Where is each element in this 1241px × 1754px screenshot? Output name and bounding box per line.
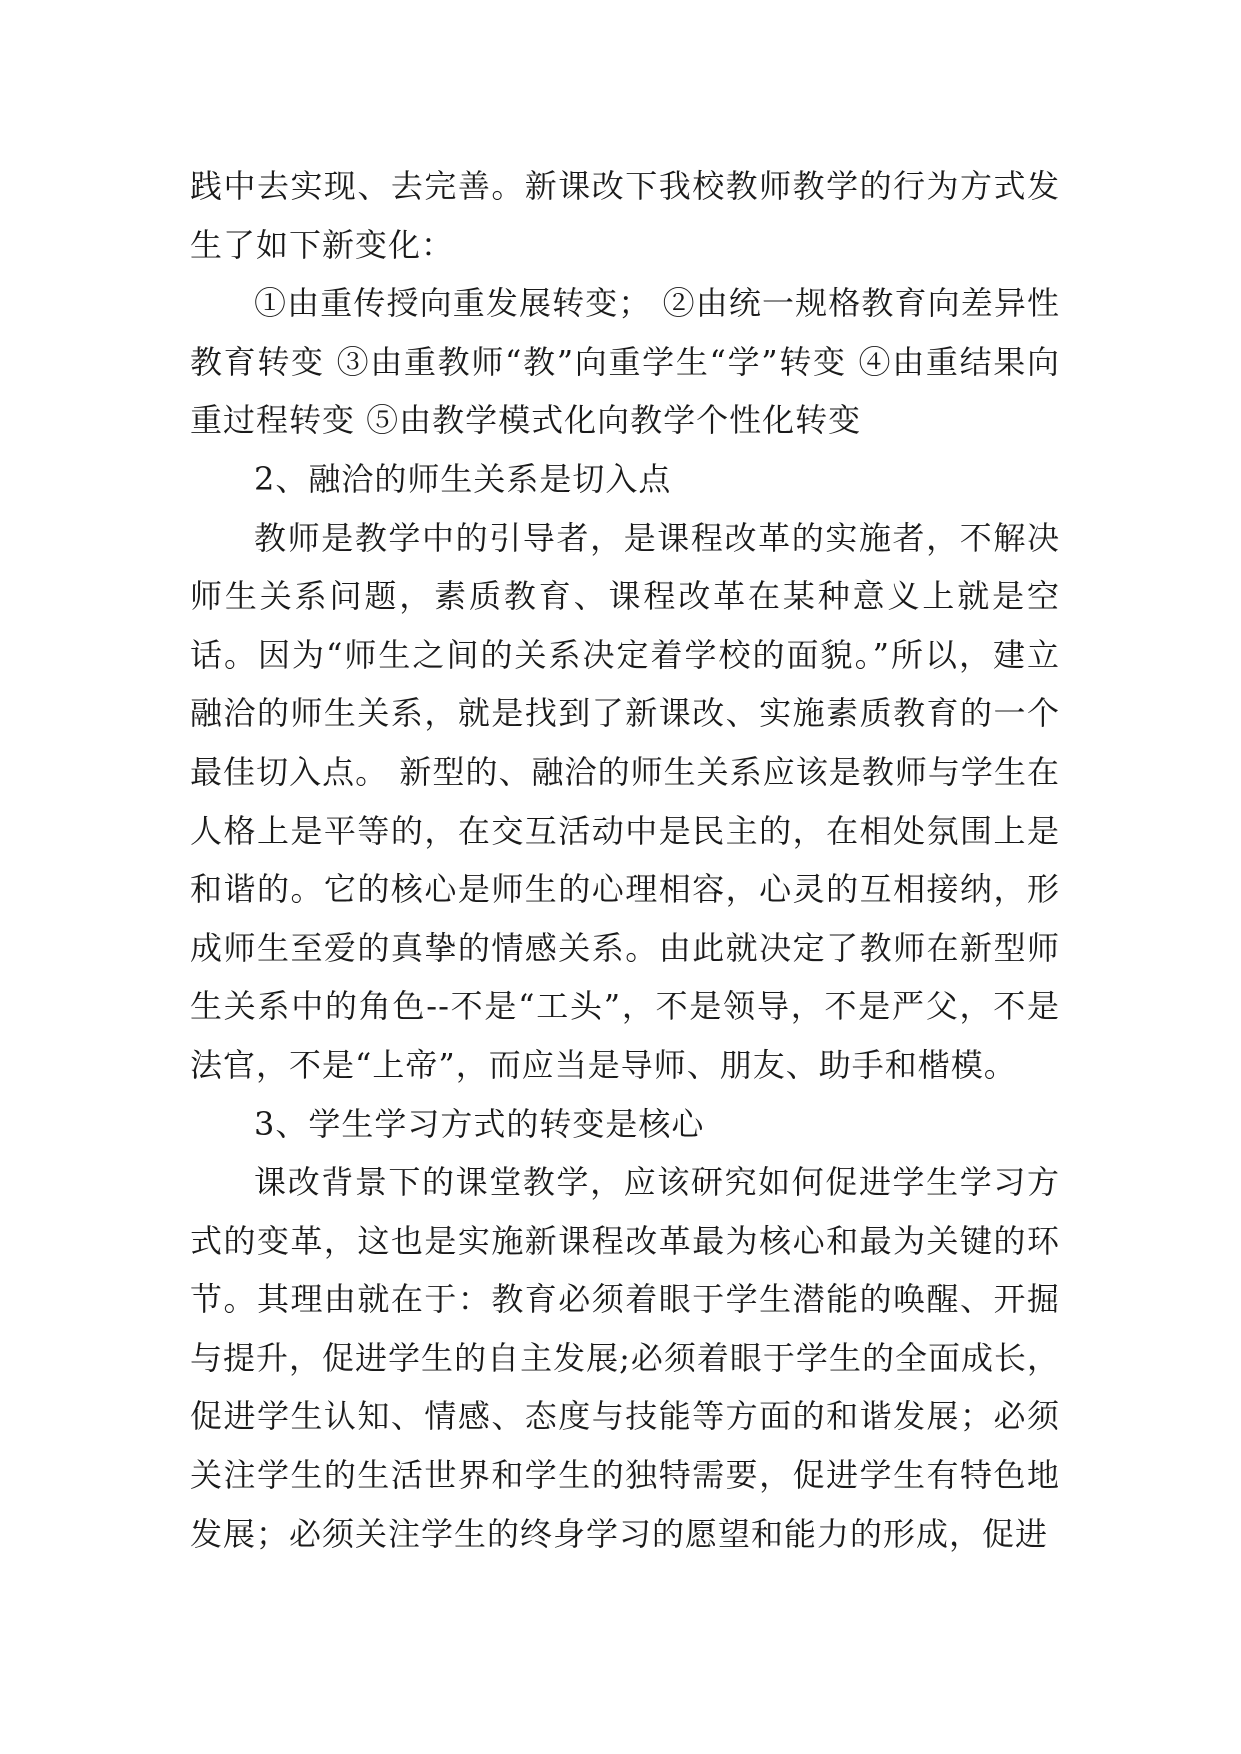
paragraph: 课改背景下的课堂教学，应该研究如何促进学生学习方式的变革，这也是实施新课程改革最为核心和最为关键的环节。其理由就在于：教育必须着眼于学生潜能的唤醒、开掘与提升，促进学生的自主发展;必须着眼于学生的全面成长，促进学生认知、情感、态度与技能等方面的和谐发展；必须关注学生的生活世界和学生的独特需要，促进学生有特色地发展；必须关注学生的终身学习的愿望和能力的形成，促进: [190, 1163, 1060, 1553]
section-heading: 3、学生学习方式的转变是核心: [254, 1104, 705, 1143]
section-heading: 2、融洽的师生关系是切入点: [254, 459, 672, 498]
paragraph: ①由重传授向重发展转变； ②由统一规格教育向差异性教育转变 ③由重教师“教”向重学生“学”转变 ④由重结果向重过程转变 ⑤由教学模式化向教学个性化转变: [190, 284, 1060, 440]
paragraph: 教师是教学中的引导者，是课程改革的实施者，不解决师生关系问题，素质教育、课程改革在某种意义上就是空话。因为“师生之间的关系决定着学校的面貌。”所以，建立融洽的师生关系，就是找到了新课改、实施素质教育的一个最佳切入点。 新型的、融洽的师生关系应该是教师与学生在人格上是平等的，在交互活动中是民主的，在相处氛围上是和谐的。它的核心是师生的心理相容，心灵的互相接纳，形成师生至爱的真挚的情感关系。由此就决定了教师在新型师生关系中的角色--不是“工头”，不是领导，不是严父，不是法官，不是“上帝”，而应当是导师、朋友、助手和楷模。: [190, 518, 1060, 1084]
body-text: [190, 157, 1060, 1563]
paragraph: 践中去实现、去完善。新课改下我校教师教学的行为方式发生了如下新变化：: [190, 167, 1060, 264]
